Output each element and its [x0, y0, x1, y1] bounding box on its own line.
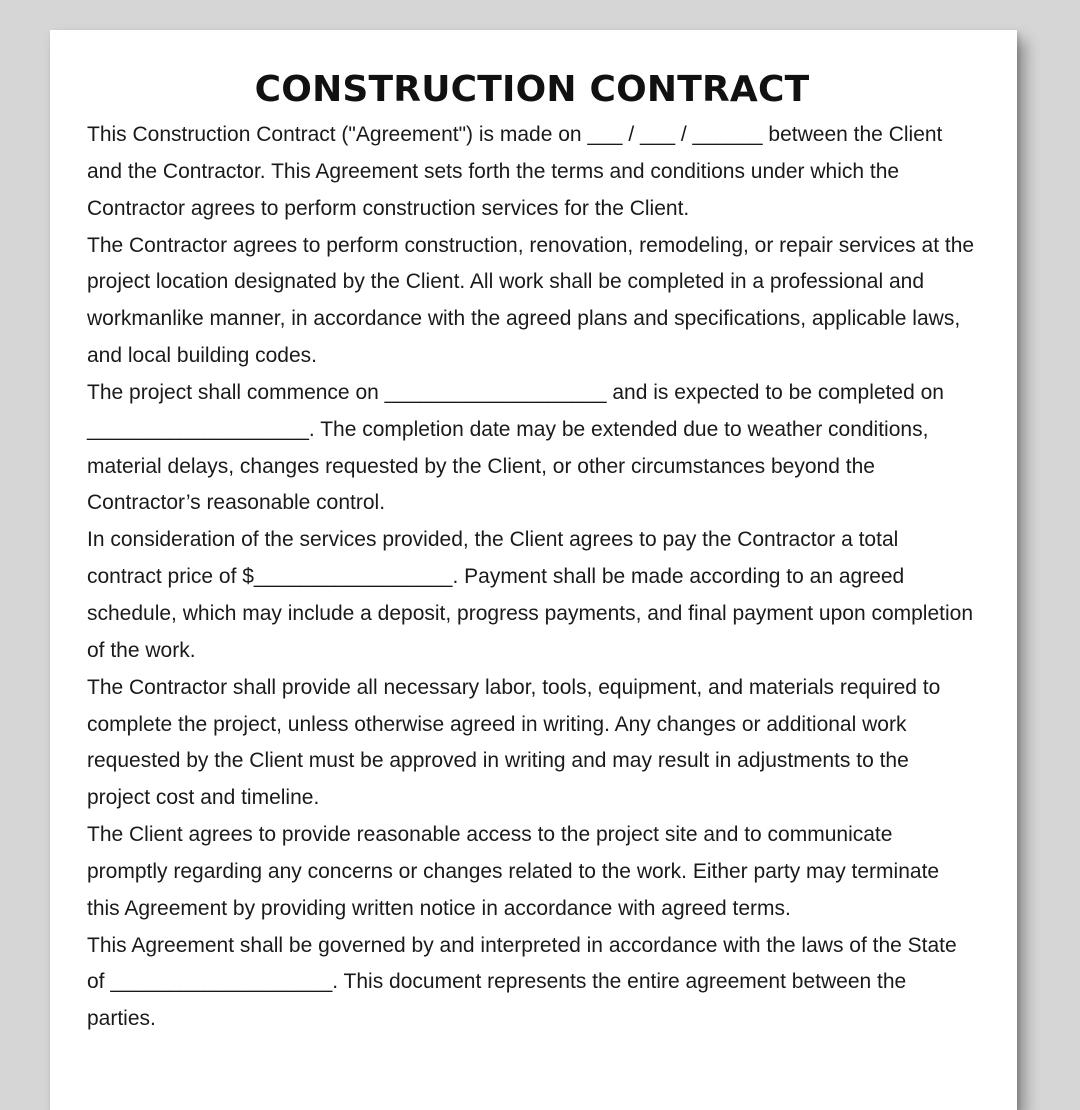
paragraph-payment: In consideration of the services provided, the Client agrees to pay the Contractor a total contract price of $_________________. Payment shall be made according to an agreed schedule, which may include a deposit, progress payments, and final payment upon completion of the work. [87, 528, 974, 662]
paragraph-governing-law: This Agreement shall be governed by and interpreted in accordance with the laws of the State of ___________________. This document represents the entire agreement between the parties. [87, 933, 957, 1031]
document-title: CONSTRUCTION CONTRACT [254, 69, 810, 110]
paragraph-schedule: The project shall commence on ___________________ and is expected to be completed on ___________________. The completion date may be extended due to weather conditions, material delays, changes requested by the Client, or other circumstances beyond the Contractor’s reasonable control. [87, 380, 944, 515]
paragraph-agreement-intro: This Construction Contract ("Agreement") is made on ___ / ___ / ______ between the Client and the Contractor. This Agreement sets forth the terms and conditions under which the Contractor agrees to perform construction services for the Client. [87, 123, 943, 220]
document-body [87, 117, 977, 1038]
paragraph-scope-of-work: The Contractor agrees to perform construction, renovation, remodeling, or repair services at the project location designated by the Client. All work shall be completed in a professional and workmanlike manner, in accordance with the agreed plans and specifications, applicable laws, and local building codes. [87, 233, 975, 368]
document-page [50, 30, 1017, 1110]
paragraph-access-termination: The Client agrees to provide reasonable access to the project site and to communicate promptly regarding any concerns or changes related to the work. Either party may terminate this Agreement by providing written notice in accordance with agreed terms. [87, 823, 940, 920]
paragraph-materials-changes: The Contractor shall provide all necessary labor, tools, equipment, and materials required to complete the project, unless otherwise agreed in writing. Any changes or additional work requested by the Client must be approved in writing and may result in adjustments to the project cost and timeline. [87, 675, 941, 810]
